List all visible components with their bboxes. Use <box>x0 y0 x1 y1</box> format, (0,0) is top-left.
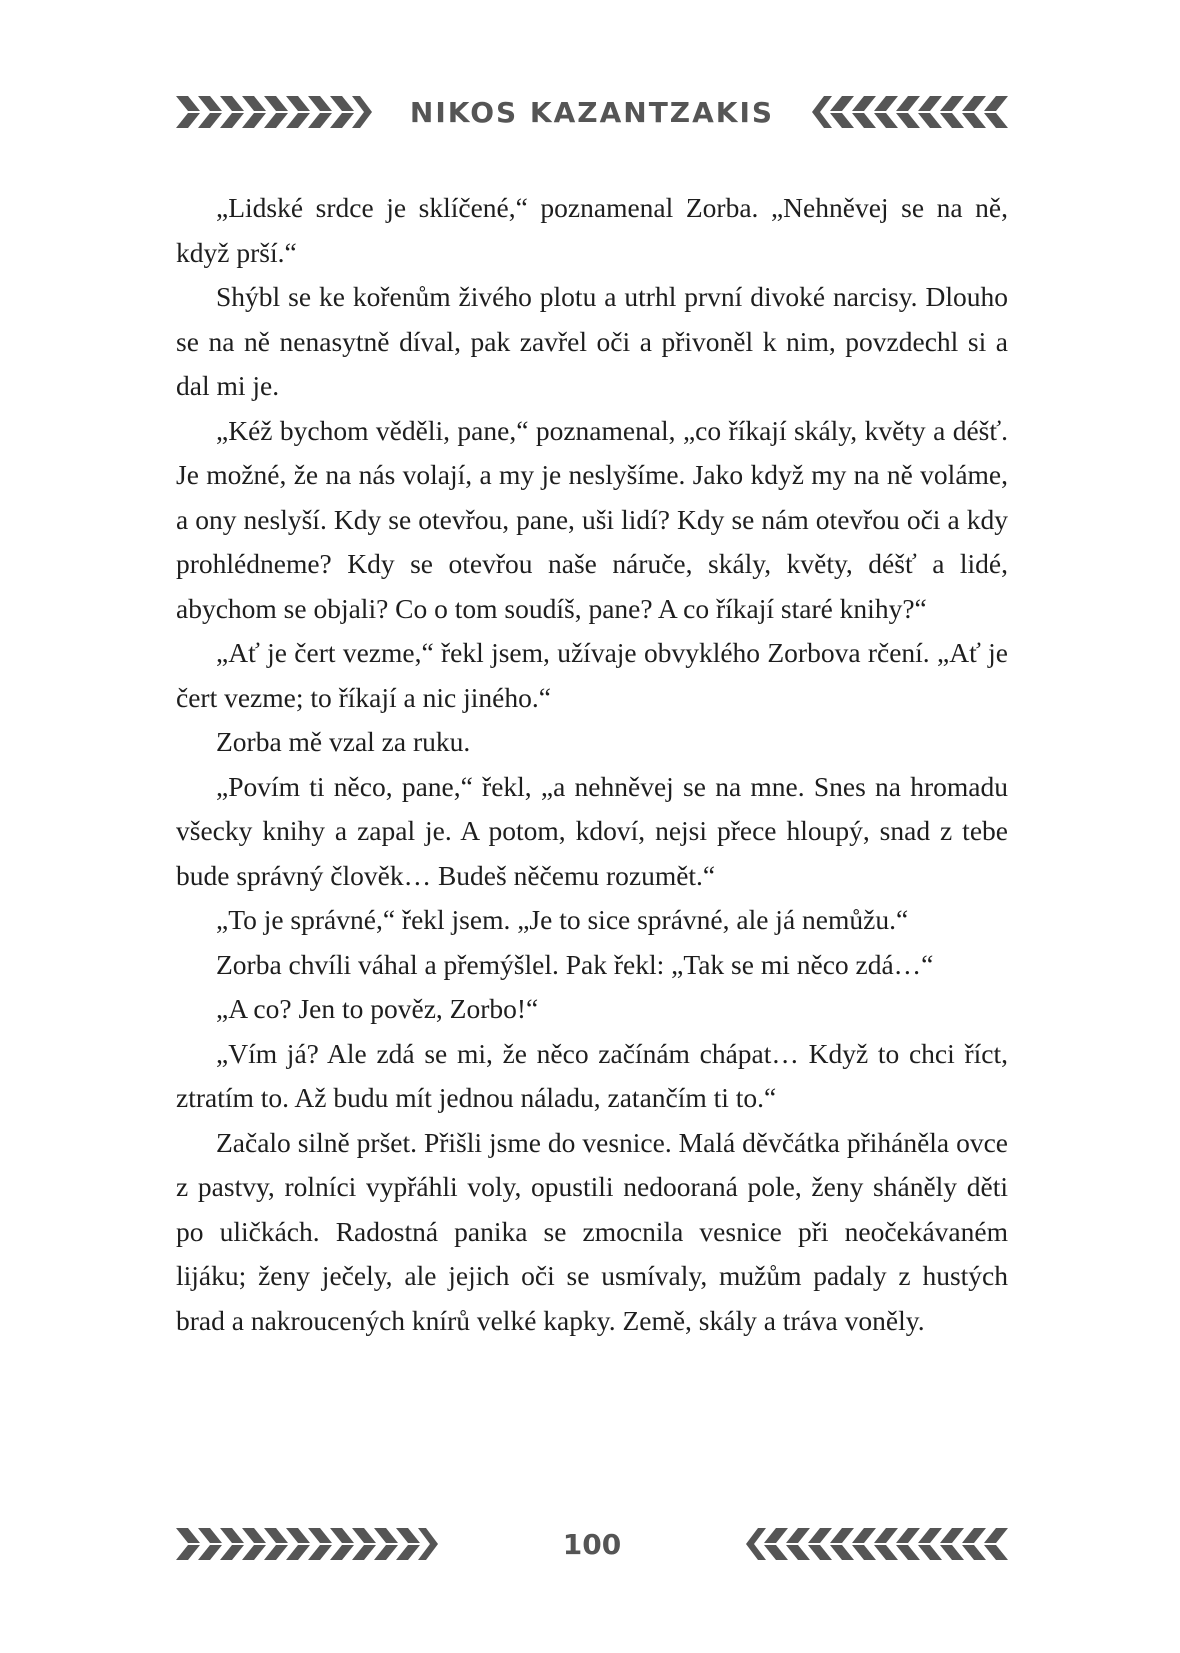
paragraph: „To je správné,“ řekl jsem. „Je to sice správné, ale já nemůžu.“ <box>216 904 909 935</box>
running-header <box>176 88 1008 136</box>
right-chevron-ornament-icon <box>812 92 1008 132</box>
author-name: NIKOS KAZANTZAKIS <box>409 95 775 129</box>
paragraph: Zorba chvíli váhal a přemýšlel. Pak řekl: „Tak se mi něco zdá…“ <box>216 948 934 980</box>
paragraph: „Ať je čert vezme,“ řekl jsem, užívaje obvyklého Zorbova rčení. „Ať je čert vezme; to říkají a nic jiného.“ <box>176 637 1008 713</box>
paragraph: Začalo silně pršet. Přišli jsme do vesnice. Malá děvčátka přiháněla ovce z pastvy, rolníci vypřáhli voly, opustili nedooraná pole, ženy sháněly děti po uličkách. Radostná panika se zmocnila vesnice při neočekávaném lijáku; ženy ječely, ale jejich oči se usmívaly, mužům padaly z hustých brad a nakroucených knírů velké kapky. Země, skály a tráva voněly. <box>176 1126 1008 1336</box>
paragraph: Zorba mě vzal za ruku. <box>216 726 471 757</box>
paragraph: „A co? Jen to pověz, Zorbo!“ <box>216 993 539 1024</box>
left-footer-chevron-ornament-icon <box>176 1524 438 1564</box>
paragraph: Shýbl se ke kořenům živého plotu a utrhl první divoké narcisy. Dlouho se na ně nenasytně díval, pak zavřel oči a přivoněl k nim, povzdechl si a dal mi je. <box>176 281 1008 401</box>
paragraph: „Vím já? Ale zdá se mi, že něco začínám chápat… Když to chci říct, ztratím to. Až budu mít jednou náladu, zatančím ti to.“ <box>176 1037 1008 1113</box>
paragraph: „Kéž bychom věděli, pane,“ poznamenal, „co říkají skály, květy a déšť. Je možné, že na nás volají, a my je neslyšíme. Jako když my na ně voláme, a ony neslyší. Kdy se otevřou, pane, uši lidí? Kdy se nám otevřou oči a kdy prohlédneme? Kdy se otevřou naše náruče, skály, květy, déšť a lidé, abychom se objali? Co o tom soudíš, pane? A co říkají staré knihy?“ <box>176 414 1008 624</box>
body-text <box>176 186 1008 1343</box>
paragraph: „Povím ti něco, pane,“ řekl, „a nehněvej se na mne. Snes na hromadu všecky knihy a zapal je. A potom, kdoví, nejsi přece hloupý, snad z tebe bude správný člověk… Budeš něčemu rozumět.“ <box>176 770 1008 891</box>
page-number: 100 <box>562 1527 622 1561</box>
running-footer <box>176 1524 1008 1564</box>
left-chevron-ornament-icon <box>176 92 372 132</box>
right-footer-chevron-ornament-icon <box>746 1524 1008 1564</box>
paragraph: „Lidské srdce je sklíčené,“ poznamenal Zorba. „Nehněvej se na ně, když prší.“ <box>176 192 1008 268</box>
